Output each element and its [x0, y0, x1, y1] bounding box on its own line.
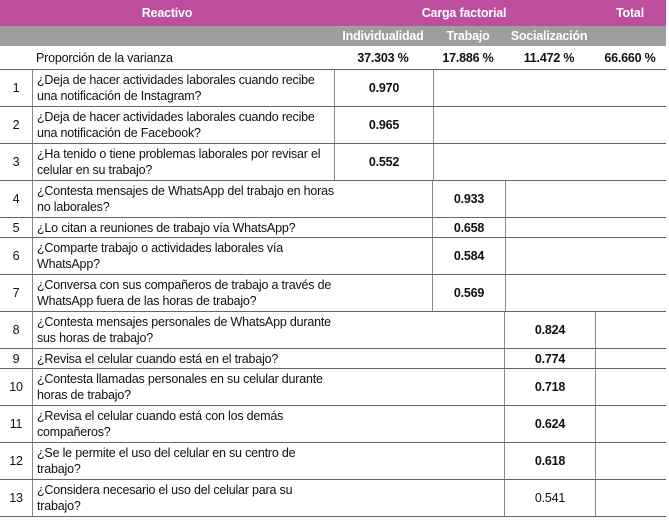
row-item-text: ¿Considera necesario el uso del celular para su trabajo? — [32, 480, 334, 516]
row-socializacion — [506, 144, 596, 180]
row-individualidad — [334, 369, 432, 405]
row-item-text: ¿Revisa el celular cuando está con los demás compañeros? — [32, 406, 334, 442]
subheader-socializacion: Socialización — [510, 29, 588, 43]
row-item-text: ¿Conversa con sus compañeros de trabajo a través de WhatsApp fuera de las horas de trabajo? — [32, 275, 334, 311]
row-number: 3 — [12, 155, 20, 169]
proportion-trabajo: 17.886 % — [442, 50, 494, 65]
row-individualidad — [334, 312, 432, 348]
row-individualidad — [334, 406, 432, 442]
row-trabajo: 0.658 — [432, 218, 506, 237]
proportion-label: Proporción de la varianza — [36, 50, 173, 65]
row-number: 8 — [12, 323, 20, 337]
table-row — [0, 144, 666, 181]
row-trabajo — [432, 480, 504, 516]
row-number: 4 — [12, 192, 20, 206]
row-trabajo: 0.933 — [432, 181, 506, 217]
header-total: Total — [616, 6, 644, 20]
row-item-text: ¿Comparte trabajo o actividades laborales vía WhatsApp? — [32, 238, 334, 274]
table-row — [0, 181, 666, 218]
header-carga-factorial: Carga factorial — [421, 6, 507, 20]
row-individualidad: 0.970 — [334, 70, 434, 106]
table-row — [0, 480, 666, 517]
row-socializacion: 0.718 — [504, 369, 596, 405]
row-trabajo — [432, 369, 504, 405]
table-row — [0, 406, 666, 443]
row-socializacion — [506, 107, 596, 143]
row-item-text: ¿Deja de hacer actividades laborales cuando recibe una notificación de Instagram? — [32, 70, 334, 106]
subheader-row — [0, 26, 666, 46]
row-socializacion — [506, 218, 596, 237]
row-item-text: ¿Contesta mensajes de WhatsApp del trabajo en horas no laborales? — [32, 181, 334, 217]
row-socializacion — [506, 238, 596, 274]
row-trabajo — [432, 406, 504, 442]
row-trabajo: 0.569 — [432, 275, 506, 311]
row-individualidad — [334, 275, 432, 311]
row-number: 2 — [12, 118, 20, 132]
row-item-text: ¿Contesta llamadas personales en su celular durante horas de trabajo? — [32, 369, 334, 405]
row-number: 5 — [12, 220, 20, 235]
table-row — [0, 312, 666, 349]
subheader-trabajo: Trabajo — [446, 29, 490, 43]
row-individualidad — [334, 218, 432, 237]
row-trabajo: 0.584 — [432, 238, 506, 274]
row-socializacion: 0.618 — [504, 443, 596, 479]
row-individualidad — [334, 238, 432, 274]
row-individualidad — [334, 443, 432, 479]
row-trabajo — [432, 349, 504, 368]
row-individualidad: 0.965 — [334, 107, 434, 143]
row-item-text: ¿Se le permite el uso del celular en su centro de trabajo? — [32, 443, 334, 479]
row-trabajo — [434, 144, 506, 180]
table-row — [0, 70, 666, 107]
row-item-text: ¿Deja de hacer actividades laborales cuando recibe una notificación de Facebook? — [32, 107, 334, 143]
row-socializacion — [506, 70, 596, 106]
table-row — [0, 238, 666, 275]
row-number: 10 — [9, 380, 23, 394]
row-number: 12 — [9, 454, 23, 468]
table-row — [0, 218, 666, 238]
row-number: 1 — [12, 81, 20, 95]
row-individualidad — [334, 181, 432, 217]
row-trabajo — [434, 70, 506, 106]
table-row — [0, 443, 666, 480]
item-rows — [0, 70, 666, 517]
row-individualidad — [334, 480, 432, 516]
row-item-text: ¿Ha tenido o tiene problemas laborales por revisar el celular en su trabajo? — [32, 144, 334, 180]
row-number: 6 — [12, 249, 20, 263]
row-trabajo — [434, 107, 506, 143]
header-row — [0, 0, 666, 26]
row-number: 11 — [9, 417, 23, 431]
proportion-total: 66.660 % — [604, 50, 656, 65]
proportion-socializacion: 11.472 % — [523, 50, 575, 65]
row-socializacion — [506, 181, 596, 217]
proportion-individualidad: 37.303 % — [357, 50, 409, 65]
table-row — [0, 107, 666, 144]
row-number: 9 — [12, 351, 20, 366]
row-socializacion — [506, 275, 596, 311]
row-number: 13 — [9, 491, 23, 505]
header-reactivo: Reactivo — [141, 6, 193, 20]
table-row — [0, 275, 666, 312]
row-trabajo — [432, 312, 504, 348]
row-socializacion: 0.824 — [504, 312, 596, 348]
row-number: 7 — [12, 286, 20, 300]
row-individualidad: 0.552 — [334, 144, 434, 180]
row-individualidad — [334, 349, 432, 368]
row-socializacion: 0.541 — [504, 480, 596, 516]
subheader-individualidad: Individualidad — [342, 29, 424, 43]
row-item-text: ¿Revisa el celular cuando está en el trabajo? — [32, 349, 334, 368]
row-socializacion: 0.624 — [504, 406, 596, 442]
table-row — [0, 369, 666, 406]
row-socializacion: 0.774 — [504, 349, 596, 368]
row-item-text: ¿Lo citan a reuniones de trabajo vía WhatsApp? — [32, 218, 334, 237]
row-item-text: ¿Contesta mensajes personales de WhatsApp durante sus horas de trabajo? — [32, 312, 334, 348]
proportion-row — [0, 46, 666, 70]
row-trabajo — [432, 443, 504, 479]
table-row — [0, 349, 666, 369]
